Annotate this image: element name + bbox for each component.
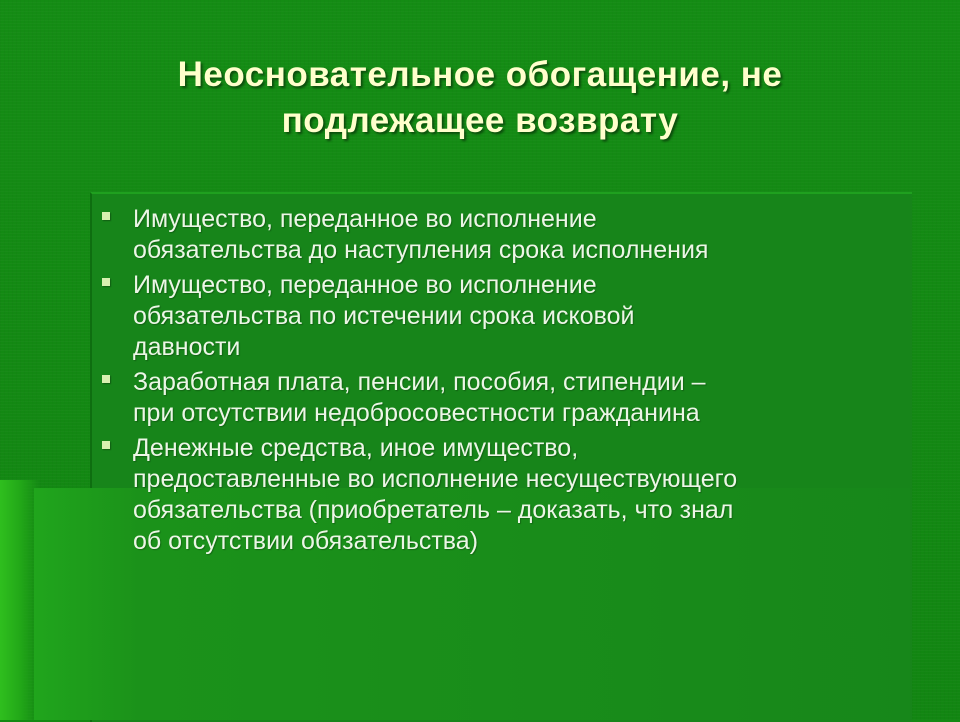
square-bullet-icon	[102, 278, 110, 286]
bullet-item	[100, 270, 900, 363]
slide-title-line: подлежащее возврату	[281, 101, 679, 140]
bullet-text-line: предоставленные во исполнение несуществующего	[133, 465, 738, 493]
bullet-text-line: Денежные средства, иное имущество,	[133, 434, 579, 462]
bullet-text-line: при отсутствии недобросовестности гражданина	[133, 399, 700, 427]
bullet-text-line: Имущество, переданное во исполнение	[133, 271, 597, 299]
bullet-text-line: Имущество, переданное во исполнение	[133, 205, 597, 233]
bullet-text	[133, 270, 900, 363]
bullet-list	[100, 204, 900, 561]
bullet-item	[100, 367, 900, 429]
bullet-text-line: обязательства до наступления срока исполнения	[133, 236, 709, 264]
bullet-item	[100, 204, 900, 266]
bullet-text-line: давности	[133, 333, 241, 361]
bullet-text-line: обязательства по истечении срока исковой	[133, 302, 635, 330]
bullet-text-line: об отсутствии обязательства)	[133, 527, 479, 555]
square-bullet-icon	[102, 375, 110, 383]
bullet-item	[100, 433, 900, 557]
slide-title-line: Неосновательное обогащение, не	[177, 55, 783, 94]
slide-title	[40, 52, 920, 144]
bullet-text-line: обязательства (приобретатель – доказать, что знал	[133, 496, 734, 524]
bullet-text	[133, 204, 900, 266]
square-bullet-icon	[102, 212, 110, 220]
square-bullet-icon	[102, 441, 110, 449]
bullet-text	[133, 433, 900, 557]
bullet-text	[133, 367, 900, 429]
bullet-text-line: Заработная плата, пенсии, пособия, стипендии –	[133, 368, 706, 396]
